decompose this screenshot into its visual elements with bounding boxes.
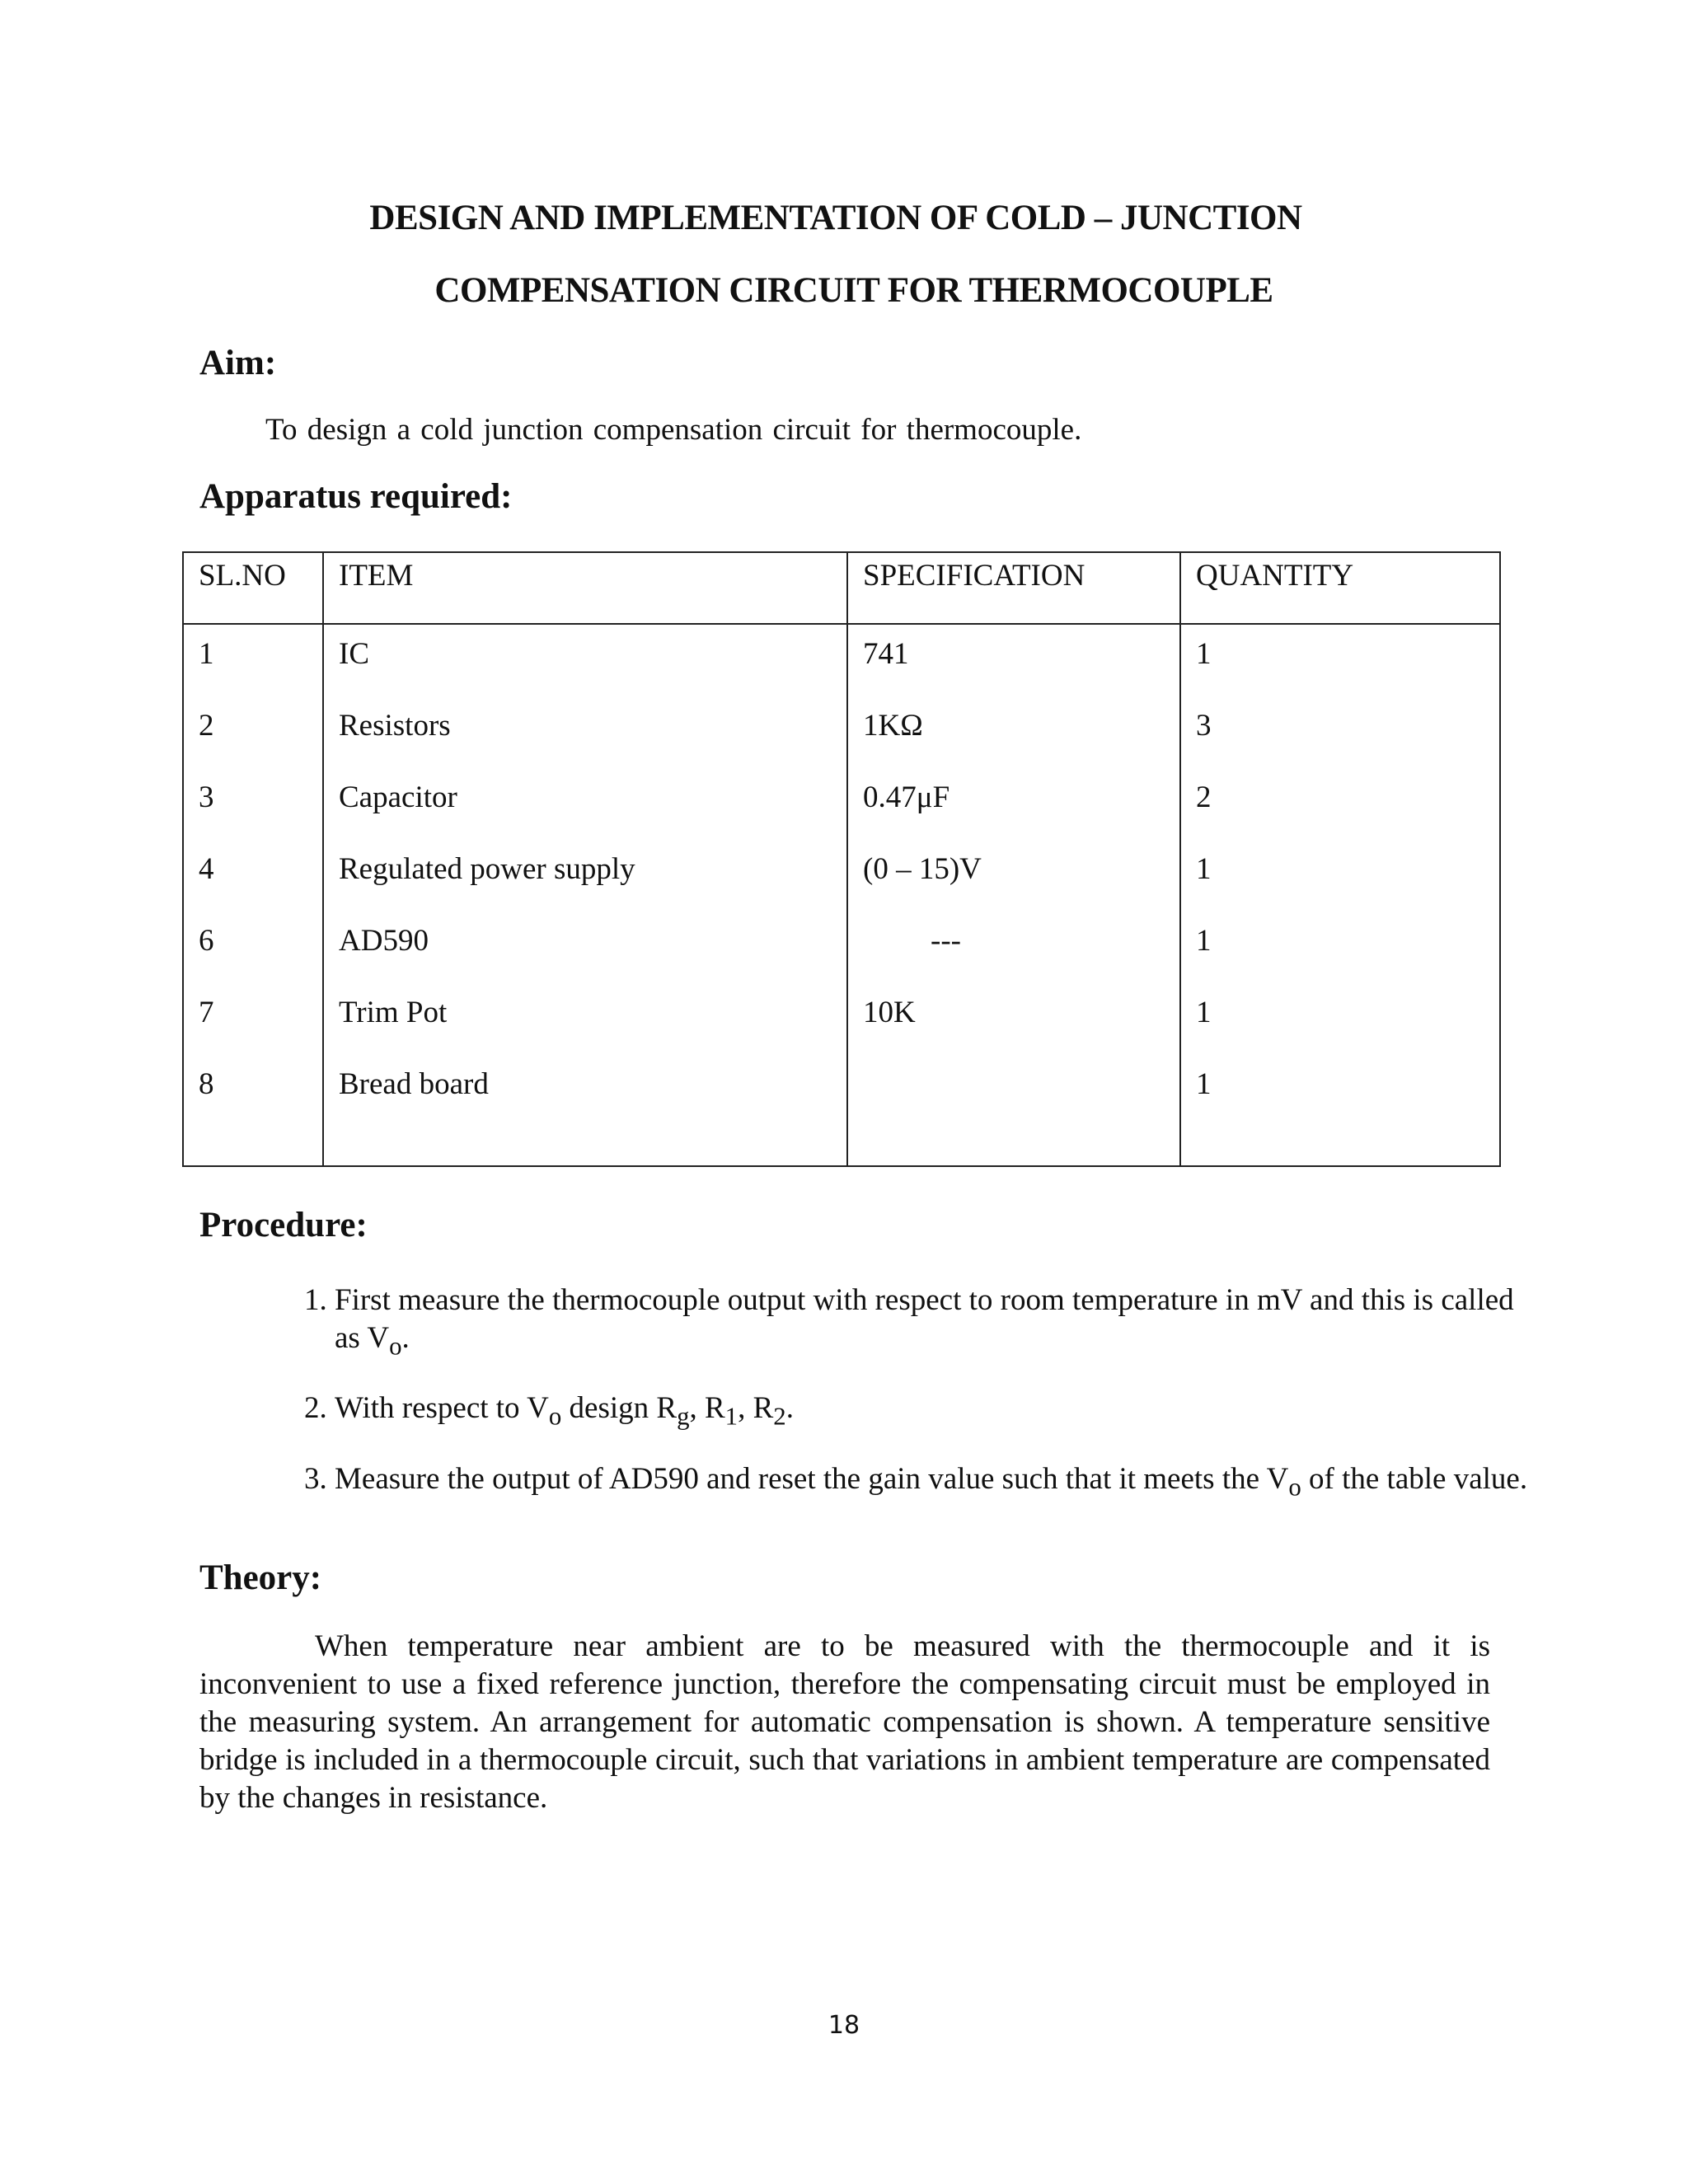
subscript-g: g — [677, 1402, 690, 1431]
page-number: 18 — [828, 2011, 860, 2040]
cell-item: Capacitor — [323, 773, 847, 845]
theory-text: When temperature near ambient are to be measured with the thermocouple and it is inconvenient to use a fixed reference junction, therefore the compensating circuit must be employed in the measuring system. An arrangement for automatic compensation is shown. A temperature sensitive bridge is included in a thermocouple circuit, such that variations in ambient temperature are compensated by the changes in resistance. — [199, 1629, 1490, 1815]
step-3-end: of the table value. — [1301, 1461, 1528, 1496]
procedure-step-3 — [335, 1460, 1530, 1506]
subscript-o: o — [1288, 1473, 1301, 1502]
cell-slno: 7 — [183, 988, 323, 1060]
step-2-text-a: With respect to V — [335, 1391, 549, 1426]
cell-quantity: 2 — [1180, 773, 1500, 845]
step-3-text: Measure the output of AD590 and reset the gain value such that it meets the V — [335, 1461, 1289, 1496]
table-header-row — [183, 552, 1500, 624]
title-line-2: COMPENSATION CIRCUIT FOR THERMOCOUPLE — [434, 271, 1273, 310]
step-1-end: . — [401, 1321, 410, 1355]
cell-specification: 741 — [847, 624, 1180, 701]
cell-slno: 3 — [183, 773, 323, 845]
subscript-o: o — [548, 1402, 562, 1431]
cell-item: Bread board — [323, 1060, 847, 1166]
cell-specification: 10K — [847, 988, 1180, 1060]
cell-quantity: 3 — [1180, 701, 1500, 773]
col-header-specification: SPECIFICATION — [847, 552, 1180, 624]
cell-specification: 1KΩ — [847, 701, 1180, 773]
step-2-end: . — [785, 1391, 794, 1426]
subscript-o: o — [389, 1332, 402, 1361]
cell-item: Resistors — [323, 701, 847, 773]
apparatus-heading: Apparatus required: — [199, 477, 513, 516]
title-line-1: DESIGN AND IMPLEMENTATION OF COLD – JUNCTION — [369, 199, 1302, 237]
subscript-1: 1 — [724, 1402, 738, 1431]
step-2-text-e: , R — [689, 1391, 725, 1426]
cell-slno: 2 — [183, 701, 323, 773]
theory-paragraph — [199, 1628, 1490, 1817]
cell-slno: 6 — [183, 916, 323, 988]
aim-heading: Aim: — [199, 344, 277, 382]
cell-quantity: 1 — [1180, 916, 1500, 988]
cell-specification: 0.47μF — [847, 773, 1180, 845]
table-row — [183, 773, 1500, 845]
table-row — [183, 916, 1500, 988]
cell-slno: 1 — [183, 624, 323, 701]
cell-quantity: 1 — [1180, 988, 1500, 1060]
cell-specification: (0 – 15)V — [847, 845, 1180, 916]
table-row — [183, 845, 1500, 916]
theory-heading: Theory: — [199, 1558, 322, 1597]
cell-item: Trim Pot — [323, 988, 847, 1060]
table-row — [183, 1060, 1500, 1166]
aim-text: To design a cold junction compensation circuit for thermocouple. — [265, 413, 1082, 447]
cell-quantity: 1 — [1180, 624, 1500, 701]
cell-specification: --- — [847, 916, 1180, 988]
table-row — [183, 988, 1500, 1060]
cell-item: IC — [323, 624, 847, 701]
procedure-list — [280, 1282, 1530, 1530]
table-row — [183, 701, 1500, 773]
apparatus-table — [182, 551, 1501, 1167]
cell-item: AD590 — [323, 916, 847, 988]
cell-item: Regulated power supply — [323, 845, 847, 916]
cell-quantity: 1 — [1180, 1060, 1500, 1166]
step-2-text-g: , R — [738, 1391, 774, 1426]
procedure-step-2 — [335, 1390, 1530, 1435]
cell-slno: 4 — [183, 845, 323, 916]
col-header-item: ITEM — [323, 552, 847, 624]
cell-quantity: 1 — [1180, 845, 1500, 916]
subscript-2: 2 — [773, 1402, 786, 1431]
cell-specification — [847, 1060, 1180, 1166]
table-row — [183, 624, 1500, 701]
cell-slno: 8 — [183, 1060, 323, 1166]
step-1-text: First measure the thermocouple output with respect to room temperature in mV and this is called as V — [335, 1283, 1514, 1355]
step-2-text-c: design R — [561, 1391, 678, 1426]
col-header-quantity: QUANTITY — [1180, 552, 1500, 624]
col-header-slno: SL.NO — [183, 552, 323, 624]
procedure-heading: Procedure: — [199, 1206, 368, 1244]
procedure-step-1 — [335, 1282, 1530, 1365]
